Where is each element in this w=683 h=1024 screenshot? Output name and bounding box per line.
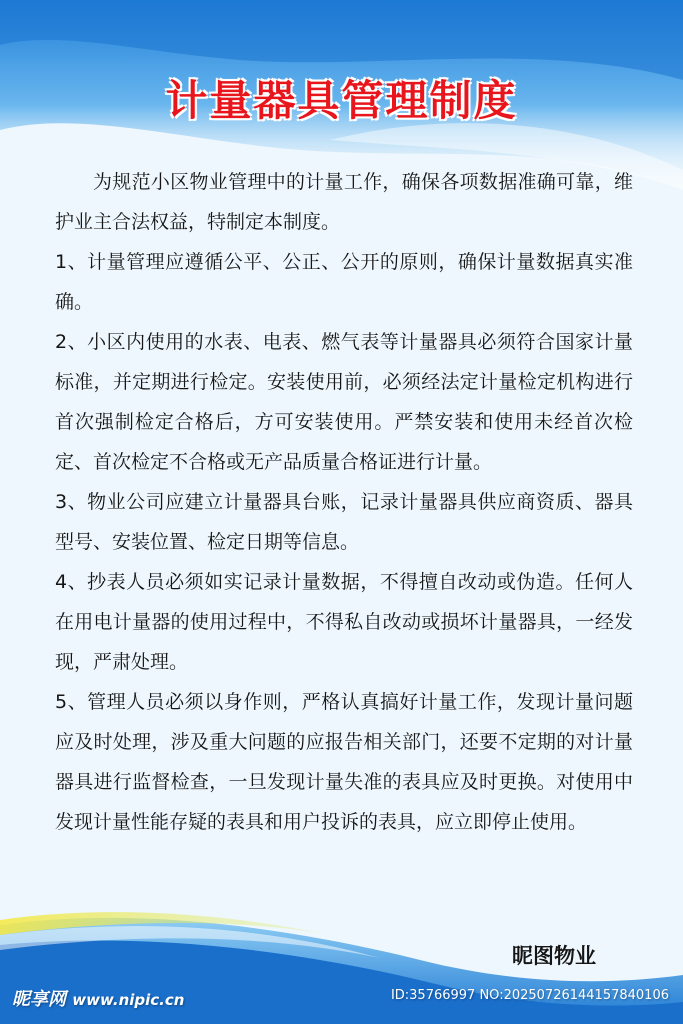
clause-1: 1、计量管理应遵循公平、公正、公开的原则，确保计量数据真实准确。 <box>55 251 633 313</box>
regulation-body <box>55 162 633 842</box>
page-title: 计量器具管理制度 <box>165 76 518 125</box>
clause-4: 4、抄表人员必须如实记录计量数据，不得擅自改动或伪造。任何人在用电计量器的使用过程中，不得私自改动或损坏计量器具，一经发现，严肃处理。 <box>55 571 633 673</box>
clause-3: 3、物业公司应建立计量器具台账，记录计量器具供应商资质、器具型号、安装位置、检定日期等信息。 <box>55 491 633 553</box>
clause-2: 2、小区内使用的水表、电表、燃气表等计量器具必须符合国家计量标准，并定期进行检定。安装使用前，必须经法定计量检定机构进行首次强制检定合格后，方可安装使用。严禁安装和使用未经首次检定、首次检定不合格或无产品质量合格证进行计量。 <box>55 331 633 473</box>
signature: 昵图物业 <box>512 944 596 968</box>
watermark-logo-text: 昵享网 <box>12 989 66 1010</box>
intro-paragraph: 为规范小区物业管理中的计量工作，确保各项数据准确可靠，维护业主合法权益，特制定本制度。 <box>55 171 633 233</box>
clause-5: 5、管理人员必须以身作则，严格认真搞好计量工作，发现计量问题应及时处理，涉及重大问题的应报告相关部门，还要不定期的对计量器具进行监督检查，一旦发现计量失准的表具应及时更换。对使用中发现计量性能存疑的表具和用户投诉的表具，应立即停止使用。 <box>55 691 633 833</box>
watermark-url: www.nipic.cn <box>72 991 185 1009</box>
watermark-logo <box>12 985 184 1011</box>
watermark-id: ID:35766997 NO:20250726144157840106 <box>390 988 669 1003</box>
